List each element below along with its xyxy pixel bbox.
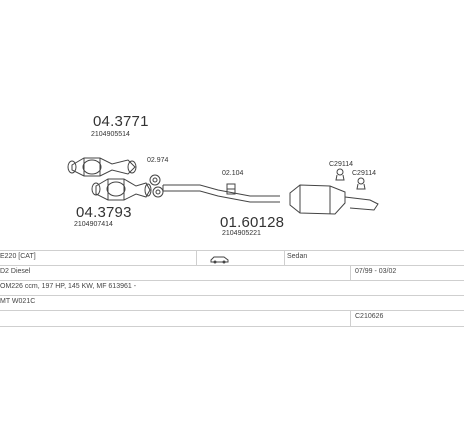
years: 07/99 - 03/02 [355, 268, 397, 275]
fuel-type: D2 Diesel [0, 268, 31, 275]
part-number-hanger-2: C29114 [352, 170, 377, 177]
part-number-lower-cat: 04.3793 [76, 204, 132, 221]
engine-code: E220 [CAT] [0, 253, 36, 260]
oe-number-lower-cat: 2104907414 [74, 221, 113, 228]
model-code: MT W021C [0, 298, 36, 305]
table-row [0, 310, 464, 327]
catalytic-converter-lower [92, 179, 151, 200]
engine-details: OM226 ccm, 197 HP, 145 KW, MF 613961 - [0, 283, 137, 290]
table-row [0, 280, 464, 296]
part-number-upper-cat: 04.3771 [93, 113, 149, 130]
part-number-silencer: 01.60128 [220, 214, 285, 231]
oe-number-silencer: 2104905221 [222, 230, 261, 237]
front-pipe [163, 185, 280, 202]
gasket-rings [150, 175, 163, 197]
catalytic-converter-upper [68, 158, 136, 176]
oe-number-upper-cat: 2104905514 [91, 131, 130, 138]
table-row [0, 250, 464, 266]
part-number-hanger-1: C29114 [329, 161, 354, 168]
table-row [0, 265, 464, 281]
part-number-clamp: 02.104 [222, 170, 244, 177]
part-number-gasket: 02.974 [147, 157, 169, 164]
body-type: Sedan [287, 253, 308, 260]
table-row [0, 295, 464, 311]
catalog-number: C210626 [355, 313, 384, 320]
car-sedan-icon [210, 252, 230, 266]
